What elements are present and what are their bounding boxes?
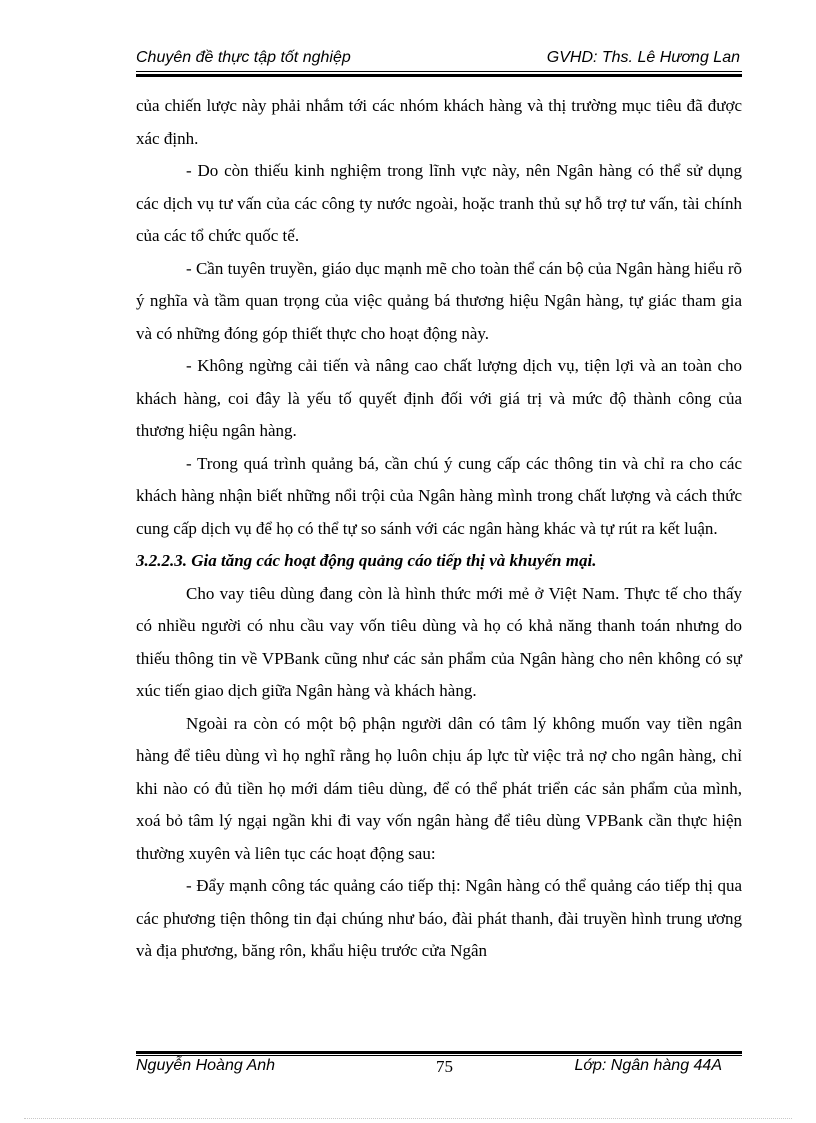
header-rule-thin: [136, 71, 742, 72]
paragraph-1: của chiến lược này phải nhắm tới các nhóm khách hàng và thị trường mục tiêu đã được xác định.: [136, 96, 742, 148]
paragraph-8: - Đẩy mạnh công tác quảng cáo tiếp thị: Ngân hàng có thể quảng cáo tiếp thị qua các phương tiện thông tin đại chúng như báo, đài phát thanh, đài truyền hình trung ương và địa phương, băng rôn, khẩu hiệu trước cửa Ngân: [136, 876, 742, 960]
footer-rule-thick: [136, 1051, 742, 1054]
footer-author: Nguyễn Hoàng Anh: [136, 1057, 276, 1074]
header-title: Chuyên đề thực tập tốt nghiệp: [136, 49, 351, 66]
page-header: [136, 49, 742, 69]
paragraph-3: - Cần tuyên truyền, giáo dục mạnh mẽ cho toàn thể cán bộ của Ngân hàng hiểu rõ ý nghĩa và tầm quan trọng của việc quảng bá thương hiệu Ngân hàng, tự giác tham gia và có những đóng góp thiết thực cho hoạt động này.: [136, 258, 742, 343]
document-body: [136, 90, 742, 968]
section-heading: 3.2.2.3. Gia tăng các hoạt động quảng cáo tiếp thị và khuyến mại.: [136, 551, 597, 570]
page-edge-divider: [24, 1118, 792, 1119]
page-number: 75: [436, 1057, 453, 1076]
footer-rule-thin: [136, 1055, 742, 1056]
footer-class: Lớp: Ngân hàng 44A: [574, 1057, 722, 1074]
header-rule-thick: [136, 74, 742, 77]
paragraph-7: Ngoài ra còn có một bộ phận người dân có tâm lý không muốn vay tiền ngân hàng để tiêu dùng vì họ nghĩ rằng họ luôn chịu áp lực từ việc trả nợ cho ngân hàng, chỉ khi nào có đủ tiền họ mới dám tiêu dùng, để có thể phát triển các sản phẩm của mình, xoá bỏ tâm lý ngại ngần khi đi vay vốn ngân hàng để tiêu dùng VPBank cần thực hiện thường xuyên và liên tục các hoạt động sau:: [136, 713, 742, 863]
page-footer: [136, 1057, 742, 1079]
paragraph-6: Cho vay tiêu dùng đang còn là hình thức mới mẻ ở Việt Nam. Thực tế cho thấy có nhiều người có nhu cầu vay vốn tiêu dùng và họ có khả năng thanh toán nhưng do thiếu thông tin về VPBank cũng như các sản phẩm của Ngân hàng cho nên không có sự xúc tiến giao dịch giữa Ngân hàng và khách hàng.: [136, 583, 742, 700]
paragraph-5: - Trong quá trình quảng bá, cần chú ý cung cấp các thông tin và chỉ ra cho các khách hàng nhận biết những nổi trội của Ngân hàng mình trong chất lượng và cách thức cung cấp dịch vụ để họ có thể tự so sánh với các ngân hàng khác và tự rút ra kết luận.: [136, 453, 742, 538]
header-advisor: GVHD: Ths. Lê Hương Lan: [546, 49, 740, 66]
paragraph-2: - Do còn thiếu kinh nghiệm trong lĩnh vực này, nên Ngân hàng có thể sử dụng các dịch vụ tư vấn của các công ty nước ngoài, hoặc tranh thủ sự hỗ trợ tư vấn, tài chính của các tổ chức quốc tế.: [136, 161, 742, 245]
paragraph-4: - Không ngừng cải tiến và nâng cao chất lượng dịch vụ, tiện lợi và an toàn cho khách hàng, coi đây là yếu tố quyết định đối với giá trị và mức độ thành công của thương hiệu ngân hàng.: [136, 356, 742, 440]
